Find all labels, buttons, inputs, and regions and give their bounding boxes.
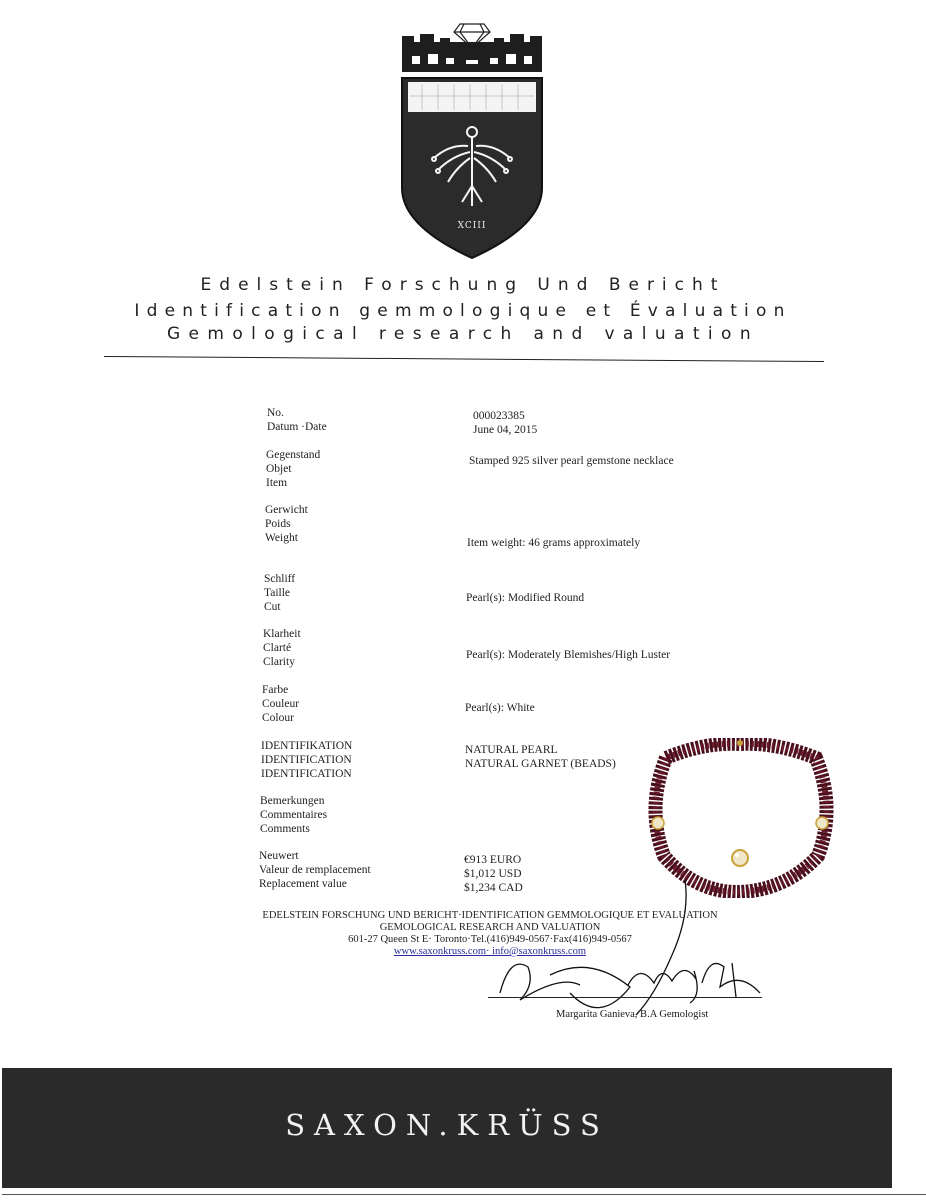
field-label: Objet — [266, 463, 292, 475]
field-label: No. — [267, 407, 284, 419]
field-label: Neuwert — [259, 850, 299, 862]
field-cut-labels — [264, 572, 295, 614]
field-colour-labels — [262, 683, 299, 725]
field-label: IDENTIFICATION — [261, 768, 352, 780]
field-replacement-labels — [259, 849, 371, 891]
field-label: Item — [266, 477, 288, 489]
field-label: Bemerkungen — [260, 795, 325, 807]
brand-wordmark: SAXON.KRÜSS — [285, 1108, 609, 1142]
footer-company-name: EDELSTEIN FORSCHUNG UND BERICHT·IDENTIFICATION GEMMOLOGIQUE ET EVALUATION — [262, 910, 718, 921]
certificate-number: 000023385 — [473, 410, 525, 422]
signature-caption: Margarita Ganieva, B.A Gemologist — [556, 1009, 709, 1020]
field-label: IDENTIFICATION — [261, 754, 352, 766]
necklace-photo — [636, 738, 846, 898]
crest-numeral: XCIII — [457, 221, 487, 231]
cut-value: Pearl(s): Modified Round — [466, 592, 585, 604]
field-label: Poids — [265, 518, 291, 530]
field-label: Commentaires — [260, 809, 328, 821]
field-clarity-labels — [263, 627, 301, 669]
field-label: Couleur — [262, 698, 300, 710]
header-divider — [104, 356, 824, 362]
field-comments-labels — [260, 794, 327, 836]
field-label: IDENTIFIKATION — [261, 740, 353, 752]
field-weight-labels — [265, 503, 308, 545]
field-number-date-values — [473, 409, 537, 437]
value-usd: $1,012 USD — [464, 868, 522, 880]
header-title-german: Edelstein Forschung Und Bericht — [200, 275, 726, 295]
field-label: Replacement value — [259, 878, 347, 890]
field-label: Clarté — [263, 642, 292, 654]
footer-website-link[interactable]: www.saxonkruss.com· info@saxonkruss.com — [393, 946, 587, 957]
clarity-value: Pearl(s): Moderately Blemishes/High Luster — [466, 649, 671, 661]
field-label: Taille — [264, 587, 291, 599]
weight-value: Item weight: 46 grams approximately — [467, 537, 641, 549]
header-title-english: Gemological research and valuation — [166, 324, 759, 344]
field-label: Weight — [265, 532, 298, 544]
field-label: Comments — [260, 823, 310, 835]
field-identification-labels — [261, 739, 352, 781]
colour-value: Pearl(s): White — [465, 702, 535, 714]
certificate-date: June 04, 2015 — [473, 424, 538, 436]
field-label: Klarheit — [263, 628, 301, 640]
footer-company-tagline: GEMOLOGICAL RESEARCH AND VALUATION — [379, 922, 601, 933]
field-label: Gerwicht — [265, 504, 308, 516]
field-label: Cut — [264, 601, 281, 613]
field-label: Schliff — [264, 573, 296, 585]
value-euro: €913 EURO — [464, 854, 522, 866]
field-label: Colour — [262, 712, 294, 724]
crest-emblem — [398, 16, 546, 262]
field-label: Gegenstand — [266, 449, 321, 461]
identification-value: NATURAL PEARL — [465, 744, 558, 756]
value-cad: $1,234 CAD — [464, 882, 523, 894]
field-label: Datum ·Date — [267, 421, 327, 433]
identification-value: NATURAL GARNET (BEADS) — [465, 758, 616, 770]
footer-address: 601-27 Queen St E· Toronto·Tel.(416)949-0567·Fax(416)949-0567 — [348, 934, 632, 945]
field-label: Clarity — [263, 656, 295, 668]
signature-line — [488, 997, 762, 998]
page-bottom-rule — [2, 1194, 926, 1195]
header-title-french: Identification gemmologique et Évaluation — [134, 301, 792, 321]
field-label: Farbe — [262, 684, 289, 696]
field-label: Valeur de remplacement — [259, 864, 371, 876]
item-value: Stamped 925 silver pearl gemstone necklace — [469, 455, 674, 467]
crown-icon — [402, 34, 542, 72]
identification-values — [465, 743, 616, 771]
field-item-labels — [266, 448, 320, 490]
field-number-date-labels — [267, 406, 327, 434]
